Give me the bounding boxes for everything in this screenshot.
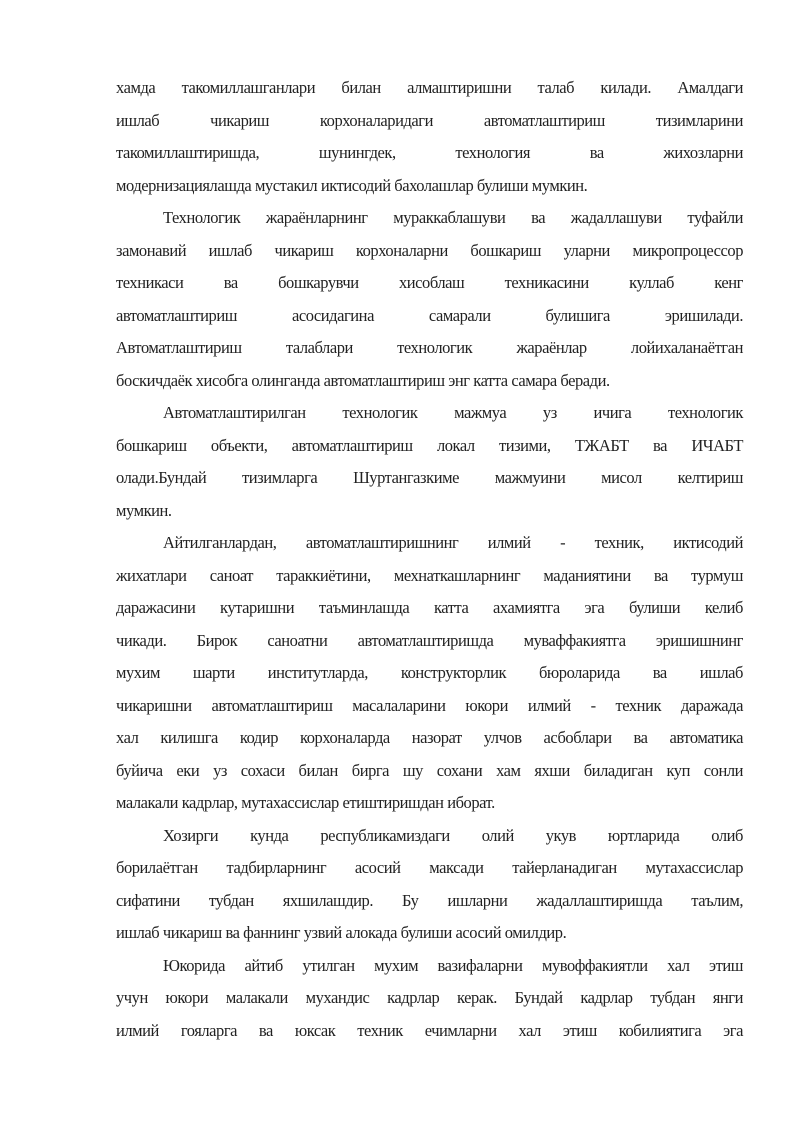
- text-line: такомиллаштиришда, шунингдек, технология ва жихозларни: [116, 143, 743, 162]
- text-line: ишлаб чикариш корхоналаридаги автоматлаштириш тизимларини: [116, 110, 743, 130]
- paragraph: [116, 74, 743, 204]
- text-line: бошкариш объекти, автоматлаштириш локал тизими, ТЖАБТ ва ИЧАБТ: [116, 435, 743, 455]
- text-line: илмий гояларга ва юксак техник ечимларни хал этиш кобилиятига эга: [116, 1020, 743, 1040]
- text-line: буйича еки уз сохаси билан бирга шу сохани хам яхши биладиган куп сонли: [116, 760, 743, 780]
- text-line: мумкин.: [116, 500, 172, 520]
- text-line: чикади. Бирок саноатни автоматлаштиришда муваффакиятга эришишнинг: [116, 630, 743, 650]
- paragraph: [116, 952, 743, 1050]
- paragraph: [116, 204, 743, 399]
- text-line: техникаси ва бошкарувчи хисоблаш техникасини куллаб кенг: [116, 273, 743, 292]
- text-line: малакали кадрлар, мутахассислар етиштиришдан иборат.: [116, 793, 495, 812]
- paragraph: [116, 529, 743, 822]
- text-line: хамда такомиллашганлари билан алмаштиришни талаб килади. Амалдаги: [116, 78, 743, 97]
- text-line: модернизациялашда мустакил иктисодий бахолашлар булиши мумкин.: [116, 175, 588, 195]
- text-line: сифатини тубдан яхшилашдир. Бу ишларни жадаллаштиришда таълим,: [116, 890, 743, 910]
- text-line: жихатлари саноат тараккиётини, мехнаткашларнинг маданиятини ва турмуш: [116, 565, 743, 585]
- text-line: автоматлаштириш асосидагина самарали булишига эришилади.: [116, 305, 743, 325]
- text-line: Автоматлаштириш талаблари технологик жараёнлар лойихаланаётган: [116, 338, 743, 357]
- document-page: [116, 74, 743, 1049]
- text-line: учун юкори малакали мухандис кадрлар керак. Бундай кадрлар тубдан янги: [116, 988, 743, 1007]
- text-line: боскичдаёк хисобга олинганда автоматлаштириш энг катта самара беради.: [116, 370, 610, 390]
- text-line: Юкорида айтиб утилган мухим вазифаларни мувоффакиятли хал этиш: [163, 955, 743, 975]
- text-line: ишлаб чикариш ва фаннинг узвий алокада булиши асосий омилдир.: [116, 923, 567, 942]
- text-line: олади.Бундай тизимларга Шуртангазкиме мажмуини мисол келтириш: [116, 468, 743, 487]
- text-line: Хозирги кунда республикамиздаги олий укув юртларида олиб: [163, 825, 743, 845]
- text-line: хал килишга кодир корхоналарда назорат улчов асбоблари ва автоматика: [116, 728, 743, 747]
- text-line: Айтилганлардан, автоматлаштиришнинг илмий - техник, иктисодий: [163, 533, 743, 552]
- text-line: борилаётган тадбирларнинг асосий максади тайерланадиган мутахассислар: [116, 858, 743, 877]
- paragraph: [116, 399, 743, 529]
- text-line: Технологик жараёнларнинг мураккаблашуви ва жадаллашуви туфайли: [163, 208, 743, 227]
- text-line: Автоматлаштирилган технологик мажмуа уз ичига технологик: [163, 403, 743, 422]
- text-line: замонавий ишлаб чикариш корхоналарни бошкариш уларни микропроцессор: [116, 240, 743, 260]
- text-line: даражасини кутаришни таъминлашда катта ахамиятга эга булиши келиб: [116, 598, 743, 617]
- paragraph: [116, 822, 743, 952]
- text-line: мухим шарти институтларда, конструкторлик бюроларида ва ишлаб: [116, 663, 743, 682]
- text-line: чикаришни автоматлаштириш масалаларини юкори илмий - техник даражада: [116, 695, 743, 715]
